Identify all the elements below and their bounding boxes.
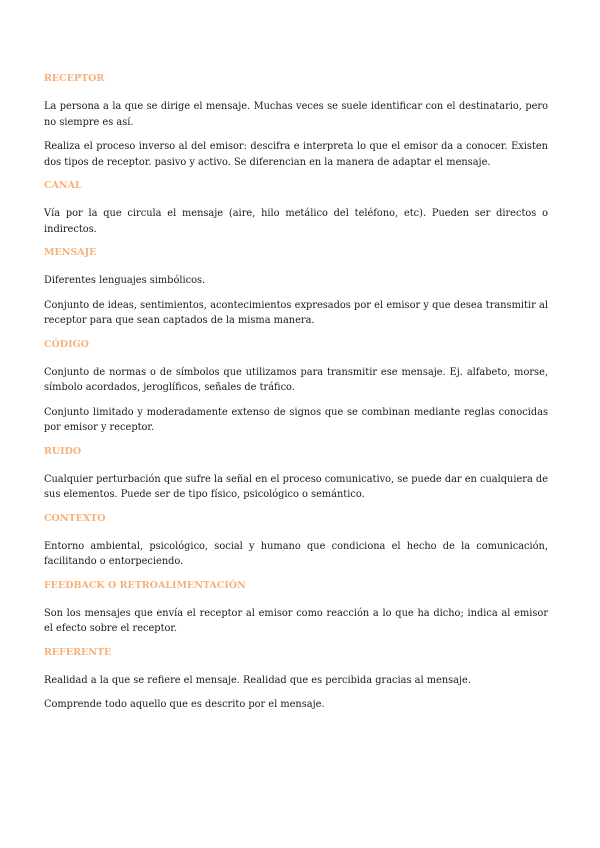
paragraph: Diferentes lenguajes simbólicos. bbox=[44, 275, 206, 286]
section-ruido bbox=[44, 445, 548, 503]
paragraph: Realidad a la que se refiere el mensaje. Realidad que es percibida gracias al mensaje. bbox=[44, 674, 471, 686]
section-canal bbox=[44, 179, 548, 237]
paragraph: Conjunto limitado y moderadamente extenso de signos que se combinan mediante reglas conocidas por emisor y receptor. bbox=[44, 406, 548, 433]
paragraph: Comprende todo aquello que es descrito por el mensaje. bbox=[44, 699, 325, 710]
document-body bbox=[44, 72, 548, 722]
section-receptor bbox=[44, 72, 548, 170]
section-heading: RECEPTOR bbox=[44, 73, 105, 84]
paragraph: Cualquier perturbación que sufre la señal en el proceso comunicativo, se puede dar en cualquiera de sus elementos. Puede ser de tipo físico, psicológico o semántico. bbox=[44, 473, 548, 500]
section-mensaje bbox=[44, 246, 548, 329]
paragraph: Entorno ambiental, psicológico, social y humano que condiciona el hecho de la comunicación, facilitando o entorpeciendo. bbox=[44, 540, 548, 567]
section-codigo bbox=[44, 338, 548, 436]
paragraph: Conjunto de ideas, sentimientos, acontecimientos expresados por el emisor y que desea transmitir al receptor para que sean captados de la misma manera. bbox=[44, 299, 548, 326]
paragraph: Son los mensajes que envía el receptor al emisor como reacción a lo que ha dicho; indica al emisor el efecto sobre el receptor. bbox=[44, 607, 548, 634]
paragraph: Realiza el proceso inverso al del emisor: descifra e interpreta lo que el emisor da a conocer. Existen dos tipos de receptor. pasivo y activo. Se diferencian en la manera de adaptar el mensaje. bbox=[44, 141, 548, 168]
section-heading: CANAL bbox=[44, 180, 82, 191]
paragraph: La persona a la que se dirige el mensaje. Muchas veces se suele identificar con el destinatario, pero no siempre es así. bbox=[44, 101, 548, 128]
paragraph: Conjunto de normas o de símbolos que utilizamos para transmitir ese mensaje. Ej. alfabeto, morse, símbolo acordados, jeroglíficos, señales de tráfico. bbox=[44, 366, 548, 393]
section-heading: RUIDO bbox=[44, 445, 82, 457]
section-heading: FEEDBACK O RETROALIMENTACIÓN bbox=[44, 579, 246, 591]
section-feedback bbox=[44, 579, 548, 637]
section-heading: CÓDIGO bbox=[44, 338, 89, 350]
section-referente bbox=[44, 646, 548, 713]
section-contexto bbox=[44, 512, 548, 570]
section-heading: REFERENTE bbox=[44, 646, 112, 658]
paragraph: Vía por la que circula el mensaje (aire, hilo metálico del teléfono, etc). Pueden ser directos o indirectos. bbox=[44, 208, 548, 235]
section-heading: MENSAJE bbox=[44, 247, 97, 258]
section-heading: CONTEXTO bbox=[44, 512, 106, 524]
